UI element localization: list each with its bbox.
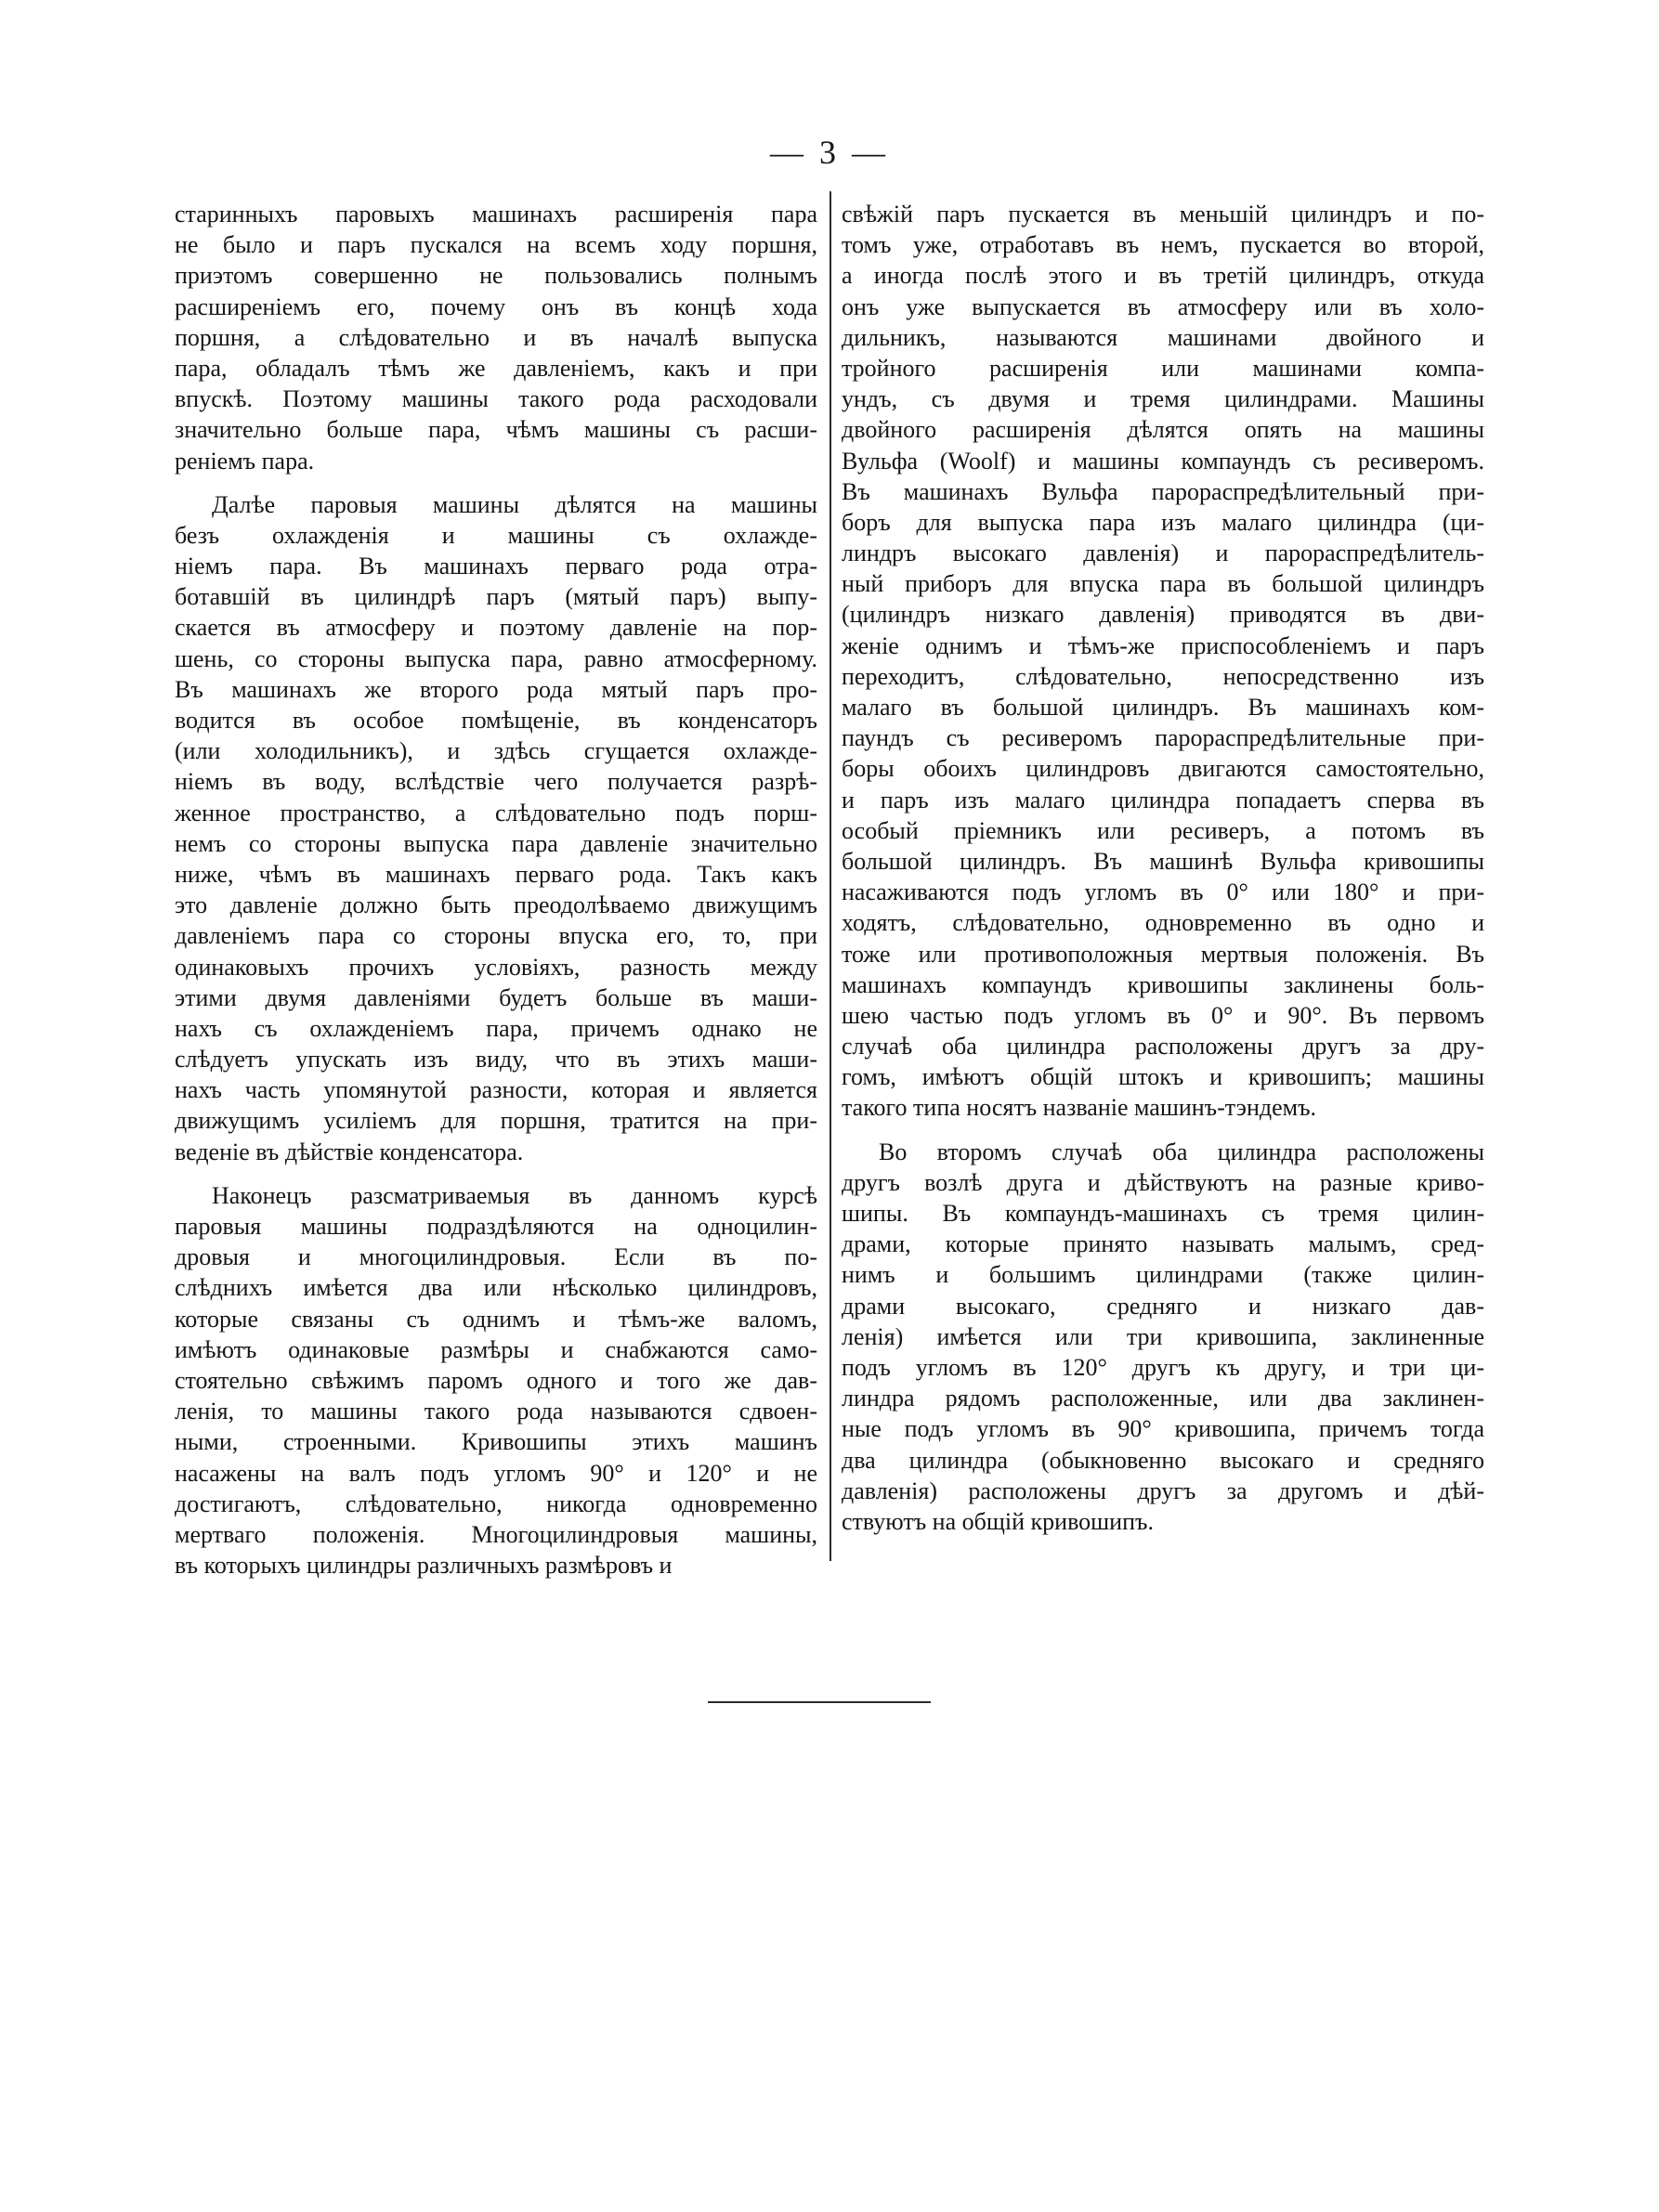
left-column: [175, 199, 817, 1581]
text-line: линдра рядомъ расположенные, или два заклинен-: [842, 1385, 1484, 1412]
text-line: движущимъ усиліемъ для поршня, тратится на при-: [175, 1107, 817, 1135]
text-line: ходятъ, слѣдовательно, одновременно въ одно и: [842, 909, 1484, 937]
text-line: ботавшій въ цилиндрѣ паръ (мятый паръ) выпу-: [175, 583, 817, 611]
paragraph: [842, 1137, 1484, 1537]
text-line: шею частью подъ угломъ въ 0° и 90°. Въ первомъ: [842, 1001, 1484, 1029]
text-line: Вульфа (Woolf) и машины компаундъ съ ресиверомъ.: [842, 447, 1484, 475]
text-line: давленія) расположены другъ за другомъ и дѣй-: [842, 1477, 1484, 1504]
text-line: женіе однимъ и тѣмъ-же приспособленіемъ и паръ: [842, 631, 1484, 659]
text-line: одинаковыхъ прочихъ условіяхъ, разность между: [175, 953, 817, 981]
text-line: переходитъ, слѣдовательно, непосредственно изъ: [842, 662, 1484, 690]
text-line: немъ со стороны выпуска пара давленіе значительно: [175, 829, 817, 857]
text-line: дильникъ, называются машинами двойного и: [842, 323, 1484, 351]
text-line: имѣютъ одинаковые размѣры и снабжаются само-: [175, 1335, 817, 1363]
text-line: дровыя и многоцилиндровыя. Если въ по-: [175, 1243, 817, 1271]
paragraph: [175, 489, 817, 1167]
text-line: Во второмъ случаѣ оба цилиндра расположены: [879, 1138, 1484, 1165]
text-line: безъ охлажденія и машины съ охлажде-: [175, 521, 817, 549]
text-line: Наконецъ разсматриваемыя въ данномъ курсѣ: [212, 1181, 817, 1209]
text-line: малаго въ большой цилиндръ. Въ машинахъ ком-: [842, 694, 1484, 721]
page-number: — 3 —: [770, 134, 889, 171]
text-line: тоже или противоположныя мертвыя положенія. Въ: [842, 940, 1484, 968]
text-line: веденіе въ дѣйствіе конденсатора.: [175, 1138, 524, 1165]
text-line: подъ угломъ въ 120° другъ къ другу, и три ци-: [842, 1353, 1484, 1381]
text-line: томъ уже, отработавъ въ немъ, пускается во второй,: [842, 231, 1484, 259]
text-line: ные подъ угломъ въ 90° кривошипа, причемъ тогда: [842, 1415, 1484, 1443]
text-line: нимъ и большимъ цилиндрами (также цилин-: [842, 1261, 1484, 1289]
text-line: такого типа носятъ названіе машинъ-тэндемъ.: [842, 1094, 1317, 1122]
text-line: пара, обладалъ тѣмъ же давленіемъ, какъ и при: [175, 354, 817, 382]
paragraph: [175, 199, 817, 476]
text-line: которые связаны съ однимъ и тѣмъ-же валомъ,: [175, 1305, 817, 1333]
text-line: ствуютъ на общій кривошипъ.: [842, 1507, 1154, 1535]
text-line: старинныхъ паровыхъ машинахъ расширенія пара: [175, 201, 817, 228]
text-line: ный приборъ для впуска пара въ большой цилиндръ: [842, 570, 1484, 598]
column-divider: [830, 191, 831, 1561]
text-line: онъ уже выпускается въ атмосферу или въ холо-: [842, 293, 1484, 320]
paragraph: [175, 1180, 817, 1581]
text-line: достигаютъ, слѣдовательно, никогда одновременно: [175, 1490, 817, 1517]
text-line: Далѣе паровыя машины дѣлятся на машины: [212, 490, 817, 518]
text-line: расширеніемъ его, почему онъ въ концѣ хода: [175, 293, 817, 320]
text-line: слѣднихъ имѣется два или нѣсколько цилиндровъ,: [175, 1274, 817, 1302]
text-line: ніемъ пара. Въ машинахъ перваго рода отра-: [175, 553, 817, 580]
text-line: ніемъ въ воду, вслѣдствіе чего получается разрѣ-: [175, 768, 817, 796]
text-line: гомъ, имѣютъ общій штокъ и кривошипъ; машины: [842, 1063, 1484, 1091]
text-line: шипы. Въ компаундъ-машинахъ съ тремя цилин-: [842, 1200, 1484, 1227]
text-line: мертваго положенія. Многоцилиндровыя машины,: [175, 1520, 817, 1548]
text-line: паровыя машины подраздѣляются на одноцилин-: [175, 1213, 817, 1240]
text-line: линдръ высокаго давленія) и парораспредѣлитель-: [842, 540, 1484, 567]
text-line: не было и паръ пускался на всемъ ходу поршня,: [175, 231, 817, 259]
text-line: приэтомъ совершенно не пользовались полнымъ: [175, 262, 817, 290]
text-line: женное пространство, а слѣдовательно подъ порш-: [175, 799, 817, 826]
paragraph: [842, 199, 1484, 1124]
text-line: ными, строенными. Кривошипы этихъ машинъ: [175, 1428, 817, 1456]
text-line: шень, со стороны выпуска пара, равно атмосферному.: [175, 644, 817, 672]
text-line: большой цилиндръ. Въ машинѣ Вульфа кривошипы: [842, 847, 1484, 875]
text-line: два цилиндра (обыкновенно высокаго и средняго: [842, 1446, 1484, 1474]
text-line: Въ машинахъ же второго рода мятый паръ про-: [175, 675, 817, 703]
text-line: нахъ съ охлажденіемъ пара, причемъ однако не: [175, 1014, 817, 1042]
text-line: стоятельно свѣжимъ паромъ одного и того же дав-: [175, 1366, 817, 1394]
text-line: водится въ особое помѣщеніе, въ конденсаторъ: [175, 707, 817, 734]
text-line: ниже, чѣмъ въ машинахъ перваго рода. Такъ какъ: [175, 860, 817, 888]
text-line: (или холодильникъ), и здѣсь сгущается охлажде-: [175, 737, 817, 765]
text-line: другъ возлѣ друга и дѣйствуютъ на разные криво-: [842, 1168, 1484, 1196]
text-line: (цилиндръ низкаго давленія) приводятся въ дви-: [842, 601, 1484, 629]
text-line: боръ для выпуска пара изъ малаго цилиндра (ци-: [842, 508, 1484, 536]
text-line: значительно больше пара, чѣмъ машины съ расши-: [175, 416, 817, 444]
text-line: двойного расширенія дѣлятся опять на машины: [842, 416, 1484, 444]
text-line: ленія) имѣется или три кривошипа, заклиненные: [842, 1322, 1484, 1350]
text-line: ленія, то машины такого рода называются сдвоен-: [175, 1398, 817, 1425]
text-line: въ которыхъ цилиндры различныхъ размѣровъ и: [175, 1552, 673, 1580]
text-line: скается въ атмосферу и поэтому давленіе на пор-: [175, 614, 817, 642]
right-column: [842, 199, 1484, 1537]
text-line: нахъ часть упомянутой разности, которая и является: [175, 1076, 817, 1104]
text-line: впускѣ. Поэтому машины такого рода расходовали: [175, 385, 817, 413]
text-line: свѣжій паръ пускается въ меньшій цилиндръ и по-: [842, 201, 1484, 228]
text-line: ундъ, съ двумя и тремя цилиндрами. Машины: [842, 385, 1484, 413]
text-line: боры обоихъ цилиндровъ двигаются самостоятельно,: [842, 755, 1484, 783]
text-line: это давленіе должно быть преодолѣваемо движущимъ: [175, 891, 817, 919]
text-line: насаживаются подъ угломъ въ 0° или 180° и при-: [842, 878, 1484, 906]
text-line: паундъ съ ресиверомъ парораспредѣлительные при-: [842, 724, 1484, 752]
text-line: драми высокаго, средняго и низкаго дав-: [842, 1292, 1484, 1320]
text-line: поршня, а слѣдовательно и въ началѣ выпуска: [175, 323, 817, 351]
text-line: драми, которые принято называть малымъ, сред-: [842, 1230, 1484, 1258]
end-rule: [708, 1701, 931, 1703]
text-line: особый пріемникъ или ресиверъ, а потомъ въ: [842, 816, 1484, 844]
text-line: этими двумя давленіями будетъ больше въ маши-: [175, 983, 817, 1011]
text-line: тройного расширенія или машинами компа-: [842, 354, 1484, 382]
text-line: и паръ изъ малаго цилиндра попадаетъ сперва въ: [842, 786, 1484, 813]
text-line: машинахъ компаундъ кривошипы заклинены боль-: [842, 970, 1484, 998]
text-line: а иногда послѣ этого и въ третій цилиндръ, откуда: [842, 262, 1484, 290]
text-line: давленіемъ пара со стороны впуска его, то, при: [175, 922, 817, 950]
text-line: Въ машинахъ Вульфа парораспредѣлительный при-: [842, 477, 1484, 505]
text-line: реніемъ пара.: [175, 447, 315, 475]
text-line: насажены на валъ подъ угломъ 90° и 120° и не: [175, 1459, 817, 1487]
text-line: случаѣ оба цилиндра расположены другъ за дру-: [842, 1033, 1484, 1060]
text-line: слѣдуетъ упускать изъ виду, что въ этихъ маши-: [175, 1046, 817, 1073]
